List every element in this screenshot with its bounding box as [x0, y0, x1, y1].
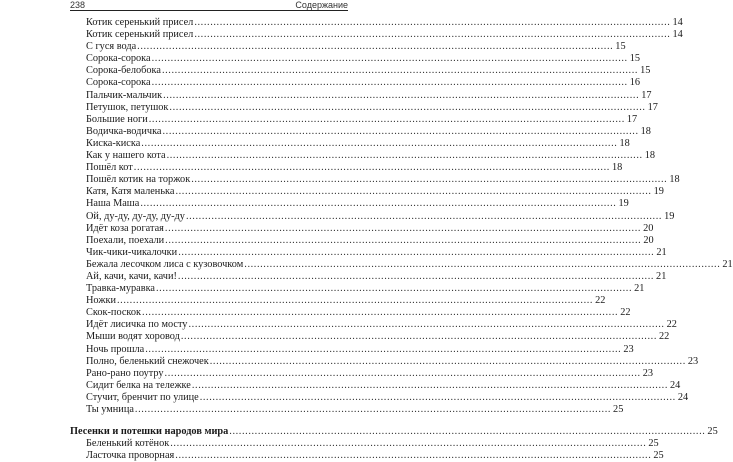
- toc-leader-dots: ......................................................................................................................................................: [169, 101, 646, 113]
- toc-entry[interactable]: [70, 101, 658, 114]
- toc-entry[interactable]: [70, 137, 630, 150]
- toc-leader-dots: ......................................................................................................................................................: [199, 391, 676, 403]
- toc-entry-title: Пальчик-мальчик: [86, 89, 163, 101]
- header-rule: [70, 10, 348, 11]
- toc-entry-title: Водичка-водичка: [86, 125, 162, 137]
- toc-entry[interactable]: [70, 355, 699, 368]
- toc-leader-dots: ......................................................................................................................................................: [148, 113, 625, 125]
- toc-leader-dots: ......................................................................................................................................................: [194, 17, 671, 28]
- toc-entry[interactable]: [70, 391, 689, 404]
- toc-entry-page: 14: [672, 17, 683, 28]
- toc-entry[interactable]: [70, 41, 626, 53]
- toc-entry-page: 21: [656, 246, 667, 258]
- toc-entry-page: 21: [634, 283, 645, 295]
- toc-entry-page: 25: [648, 438, 659, 450]
- toc-entry-page: 17: [647, 101, 658, 113]
- toc-leader-dots: ......................................................................................................................................................: [164, 222, 642, 234]
- toc-entry[interactable]: [70, 404, 624, 416]
- toc-entry[interactable]: [70, 258, 733, 271]
- toc-leader-dots: ......................................................................................................................................................: [164, 367, 641, 379]
- toc-entry-page: 15: [640, 65, 651, 77]
- toc-entry-title: Мыши водят хоровод: [86, 331, 180, 343]
- toc-leader-dots: ......................................................................................................................................................: [163, 89, 640, 101]
- running-header: [70, 0, 348, 10]
- toc-entry-title: Петушок, петушок: [86, 101, 169, 113]
- toc-entry-page: 20: [643, 234, 654, 246]
- toc-section-heading[interactable]: [70, 426, 718, 438]
- toc-entry[interactable]: [70, 295, 606, 307]
- toc-entry-title: Киска-киска: [86, 137, 141, 149]
- toc-entry-title: Ночь прошла: [86, 343, 145, 355]
- toc-entry-page: 22: [620, 307, 631, 319]
- toc-entry-page: 15: [615, 41, 626, 53]
- toc-entry-title: Сидит белка на тележке: [86, 379, 191, 391]
- toc-leader-dots: ......................................................................................................................................................: [191, 174, 668, 186]
- toc-entry-title: С гуся вода: [86, 41, 137, 53]
- toc-entry[interactable]: [70, 77, 641, 89]
- toc-entry-title: Бежала лесочком лиса с кузовочком: [86, 258, 244, 270]
- toc-leader-dots: ......................................................................................................................................................: [244, 258, 721, 270]
- toc-entry-title: Поехали, поехали: [86, 234, 165, 246]
- toc-entry-page: 18: [669, 174, 680, 186]
- toc-leader-dots: ......................................................................................................................................................: [191, 379, 669, 391]
- toc-entry-page: 24: [677, 391, 689, 403]
- toc-leader-dots: ......................................................................................................................................................: [194, 29, 671, 41]
- toc-entry[interactable]: [70, 29, 683, 41]
- toc-leader-dots: ......................................................................................................................................................: [134, 404, 612, 415]
- toc-entry[interactable]: [70, 65, 651, 77]
- toc-entry[interactable]: [70, 53, 641, 65]
- toc-entry-page: 22: [666, 319, 677, 331]
- toc-entry-title: Беленький котёнок: [86, 438, 170, 450]
- toc-leader-dots: ......................................................................................................................................................: [177, 270, 655, 282]
- toc-entry-page: 23: [642, 367, 653, 379]
- toc-leader-dots: ......................................................................................................................................................: [178, 246, 655, 258]
- toc-leader-dots: ......................................................................................................................................................: [175, 186, 652, 198]
- toc-entry[interactable]: [70, 17, 683, 29]
- table-of-contents: [70, 17, 733, 462]
- toc-leader-dots: ......................................................................................................................................................: [116, 295, 594, 307]
- toc-entry-title: Стучит, бренчит по улице: [86, 391, 199, 403]
- toc-entry[interactable]: [70, 234, 654, 247]
- toc-entry-title: Ласточка проворная: [86, 450, 175, 462]
- toc-entry-page: 18: [640, 125, 651, 137]
- toc-entry-title: Ножки: [86, 295, 116, 307]
- toc-entry-page: 23: [623, 343, 634, 355]
- toc-entry-title: Как у нашего кота: [86, 150, 166, 162]
- toc-entry[interactable]: [70, 186, 664, 198]
- toc-entry-page: 16: [629, 77, 641, 89]
- toc-entry-title: Катя, Катя маленька: [86, 186, 175, 198]
- toc-leader-dots: ......................................................................................................................................................: [185, 210, 663, 222]
- toc-entry-page: 22: [659, 331, 670, 343]
- toc-entry[interactable]: [70, 89, 652, 102]
- toc-leader-dots: ......................................................................................................................................................: [141, 137, 618, 149]
- toc-entry[interactable]: [70, 174, 680, 186]
- toc-entry-page: 25: [653, 450, 664, 462]
- toc-entry[interactable]: [70, 379, 681, 392]
- toc-entry-page: 18: [619, 137, 630, 149]
- toc-entry-title: Сорока-сорока: [86, 53, 151, 65]
- section-title: Содержание: [295, 0, 348, 10]
- toc-entry-title: Рано-рано поутру: [86, 367, 164, 379]
- toc-leader-dots: ......................................................................................................................................................: [133, 162, 610, 174]
- toc-entry[interactable]: [70, 343, 634, 356]
- toc-entry-page: 23: [687, 355, 699, 367]
- toc-entry[interactable]: [70, 331, 670, 343]
- toc-entry-page: 18: [644, 150, 655, 162]
- toc-entry-title: Котик серенький присел: [86, 29, 194, 41]
- toc-entry-title: Полно, беленький снежочек: [86, 355, 209, 367]
- toc-entry-title: Ты умница: [86, 404, 134, 415]
- toc-entry[interactable]: [70, 125, 651, 138]
- toc-entry-title: Идёт коза рогатая: [86, 222, 164, 234]
- toc-entry[interactable]: [70, 283, 645, 295]
- toc-entry-page: 19: [653, 186, 664, 198]
- toc-entry-page: 19: [618, 198, 629, 210]
- toc-entry-title: Ай, качи, качи, качи!: [86, 270, 177, 282]
- toc-leader-dots: ......................................................................................................................................................: [142, 307, 619, 319]
- toc-entry-title: Скок-поскок: [86, 307, 142, 319]
- toc-leader-dots: ......................................................................................................................................................: [145, 343, 622, 355]
- toc-leader-dots: ......................................................................................................................................................: [137, 41, 614, 53]
- toc-entry-page: 19: [664, 210, 675, 222]
- toc-entry[interactable]: [70, 307, 631, 319]
- toc-leader-dots: ......................................................................................................................................................: [161, 65, 639, 77]
- toc-section-title: Песенки и потешки народов мира: [70, 426, 229, 438]
- toc-leader-dots: ......................................................................................................................................................: [209, 355, 686, 367]
- toc-entry-page: 24: [670, 379, 681, 391]
- toc-entry-title: Наша Маша: [86, 198, 140, 210]
- toc-leader-dots: ......................................................................................................................................................: [140, 198, 617, 210]
- toc-entry[interactable]: [70, 113, 638, 126]
- page-number: 238: [70, 0, 86, 10]
- toc-leader-dots: ......................................................................................................................................................: [151, 77, 628, 89]
- toc-entry-page: 14: [672, 29, 683, 41]
- toc-entry-page: 21: [722, 258, 733, 270]
- toc-entry[interactable]: [70, 162, 623, 174]
- toc-entry[interactable]: [70, 222, 654, 235]
- toc-entry-title: Идёт лисичка по мосту: [86, 319, 188, 331]
- toc-entry[interactable]: [70, 438, 659, 450]
- toc-entry-title: Пошёл котик на торжок: [86, 174, 191, 186]
- toc-entry[interactable]: [70, 319, 677, 331]
- toc-entry-page: 20: [643, 222, 654, 234]
- toc-leader-dots: ......................................................................................................................................................: [180, 331, 658, 343]
- toc-entry[interactable]: [70, 150, 655, 162]
- toc-entry-title: Сорока-сорока: [86, 77, 151, 89]
- toc-entry[interactable]: [70, 246, 667, 259]
- toc-entry-page: 17: [641, 89, 652, 101]
- toc-leader-dots: ......................................................................................................................................................: [175, 450, 652, 462]
- toc-entry-title: Котик серенький присел: [86, 17, 194, 28]
- toc-entry-title: Большие ноги: [86, 113, 148, 125]
- toc-leader-dots: ......................................................................................................................................................: [165, 234, 642, 246]
- toc-group-world-rhymes: [70, 438, 664, 462]
- toc-leader-dots: ......................................................................................................................................................: [188, 319, 665, 331]
- toc-group-nursery-rhymes: [70, 17, 733, 416]
- toc-entry[interactable]: [70, 367, 653, 380]
- toc-leader-dots: ......................................................................................................................................................: [151, 53, 628, 65]
- toc-entry-title: Травка-муравка: [86, 283, 155, 295]
- toc-entry[interactable]: [70, 450, 664, 462]
- toc-entry-page: 21: [656, 270, 667, 282]
- toc-section-page: 25: [707, 426, 718, 438]
- toc-entry-page: 18: [611, 162, 623, 174]
- toc-leader-dots: ......................................................................................................................................................: [170, 438, 647, 450]
- toc-entry-page: 17: [626, 113, 638, 125]
- toc-leader-dots: ......................................................................................................................................................: [166, 150, 643, 162]
- toc-entry[interactable]: [70, 270, 667, 283]
- toc-entry-page: 25: [613, 404, 624, 415]
- toc-leader-dots: ......................................................................................................................................................: [162, 125, 639, 137]
- toc-entry-title: Сорока-белобока: [86, 65, 161, 77]
- toc-entry-page: 15: [629, 53, 641, 65]
- toc-leader-dots: ......................................................................................................................................................: [156, 283, 633, 295]
- toc-entry-title: Ой, ду-ду, ду-ду, ду-ду: [86, 210, 185, 222]
- toc-leader-dots: ......................................................................................................................................................: [229, 426, 706, 438]
- toc-entry[interactable]: [70, 210, 675, 223]
- toc-entry-title: Пошёл кот: [86, 162, 133, 174]
- toc-entry-title: Чик-чики-чикалочки: [86, 246, 178, 258]
- section-gap: [70, 416, 348, 426]
- toc-entry[interactable]: [70, 198, 629, 210]
- toc-entry-page: 22: [595, 295, 606, 307]
